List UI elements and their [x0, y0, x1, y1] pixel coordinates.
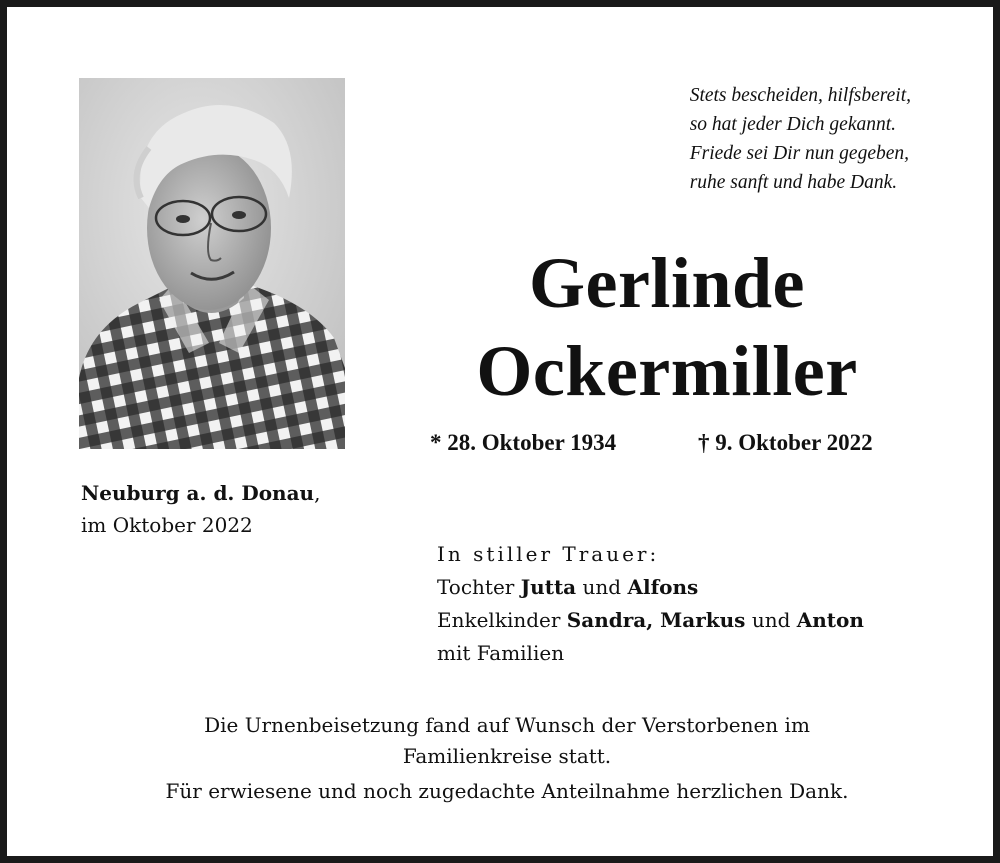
mourner-line-grandchildren: [437, 604, 864, 637]
portrait-image: [79, 78, 345, 449]
place-date: im Oktober 2022: [81, 513, 253, 537]
mourner-line-families: mit Familien: [437, 641, 565, 665]
mourning-heading: In stiller Trauer:: [437, 542, 660, 566]
birth-date: * 28. Oktober 1934: [430, 430, 617, 455]
place-comma: ,: [314, 481, 321, 505]
deceased-last-name: Ockermiller: [476, 331, 858, 411]
grandchildren-prefix: Enkelkinder: [437, 608, 561, 632]
mourners-block: [437, 538, 864, 670]
conjunction: und: [751, 608, 791, 632]
place-town: Neuburg a. d. Donau: [81, 481, 315, 505]
grandchildren-names: Sandra, Markus: [566, 608, 746, 632]
deceased-first-name: Gerlinde: [529, 243, 805, 323]
closing-text: [67, 710, 947, 807]
mourner-line-daughter: [437, 571, 864, 604]
place-and-date: [81, 477, 320, 541]
burial-line: Familienkreise statt.: [402, 744, 612, 768]
verse-line: ruhe sanft und habe Dank.: [689, 172, 898, 193]
verse-line: Stets bescheiden, hilfsbereit,: [689, 85, 911, 106]
partner-name: Alfons: [627, 575, 699, 599]
daughter-name: Jutta: [520, 575, 577, 599]
daughter-prefix: Tochter: [437, 575, 515, 599]
death-date: † 9. Oktober 2022: [698, 430, 873, 455]
conjunction: und: [582, 575, 622, 599]
portrait-photo: [79, 78, 345, 449]
verse-line: so hat jeder Dich gekannt.: [689, 114, 897, 135]
thanks-line: Für erwiesene und noch zugedachte Anteilnahme herzlichen Dank.: [165, 779, 849, 803]
memorial-verse: [690, 81, 911, 197]
verse-line: Friede sei Dir nun gegeben,: [689, 143, 910, 164]
burial-line: Die Urnenbeisetzung fand auf Wunsch der Verstorbenen im: [204, 713, 810, 737]
grandchild-last-name: Anton: [796, 608, 864, 632]
